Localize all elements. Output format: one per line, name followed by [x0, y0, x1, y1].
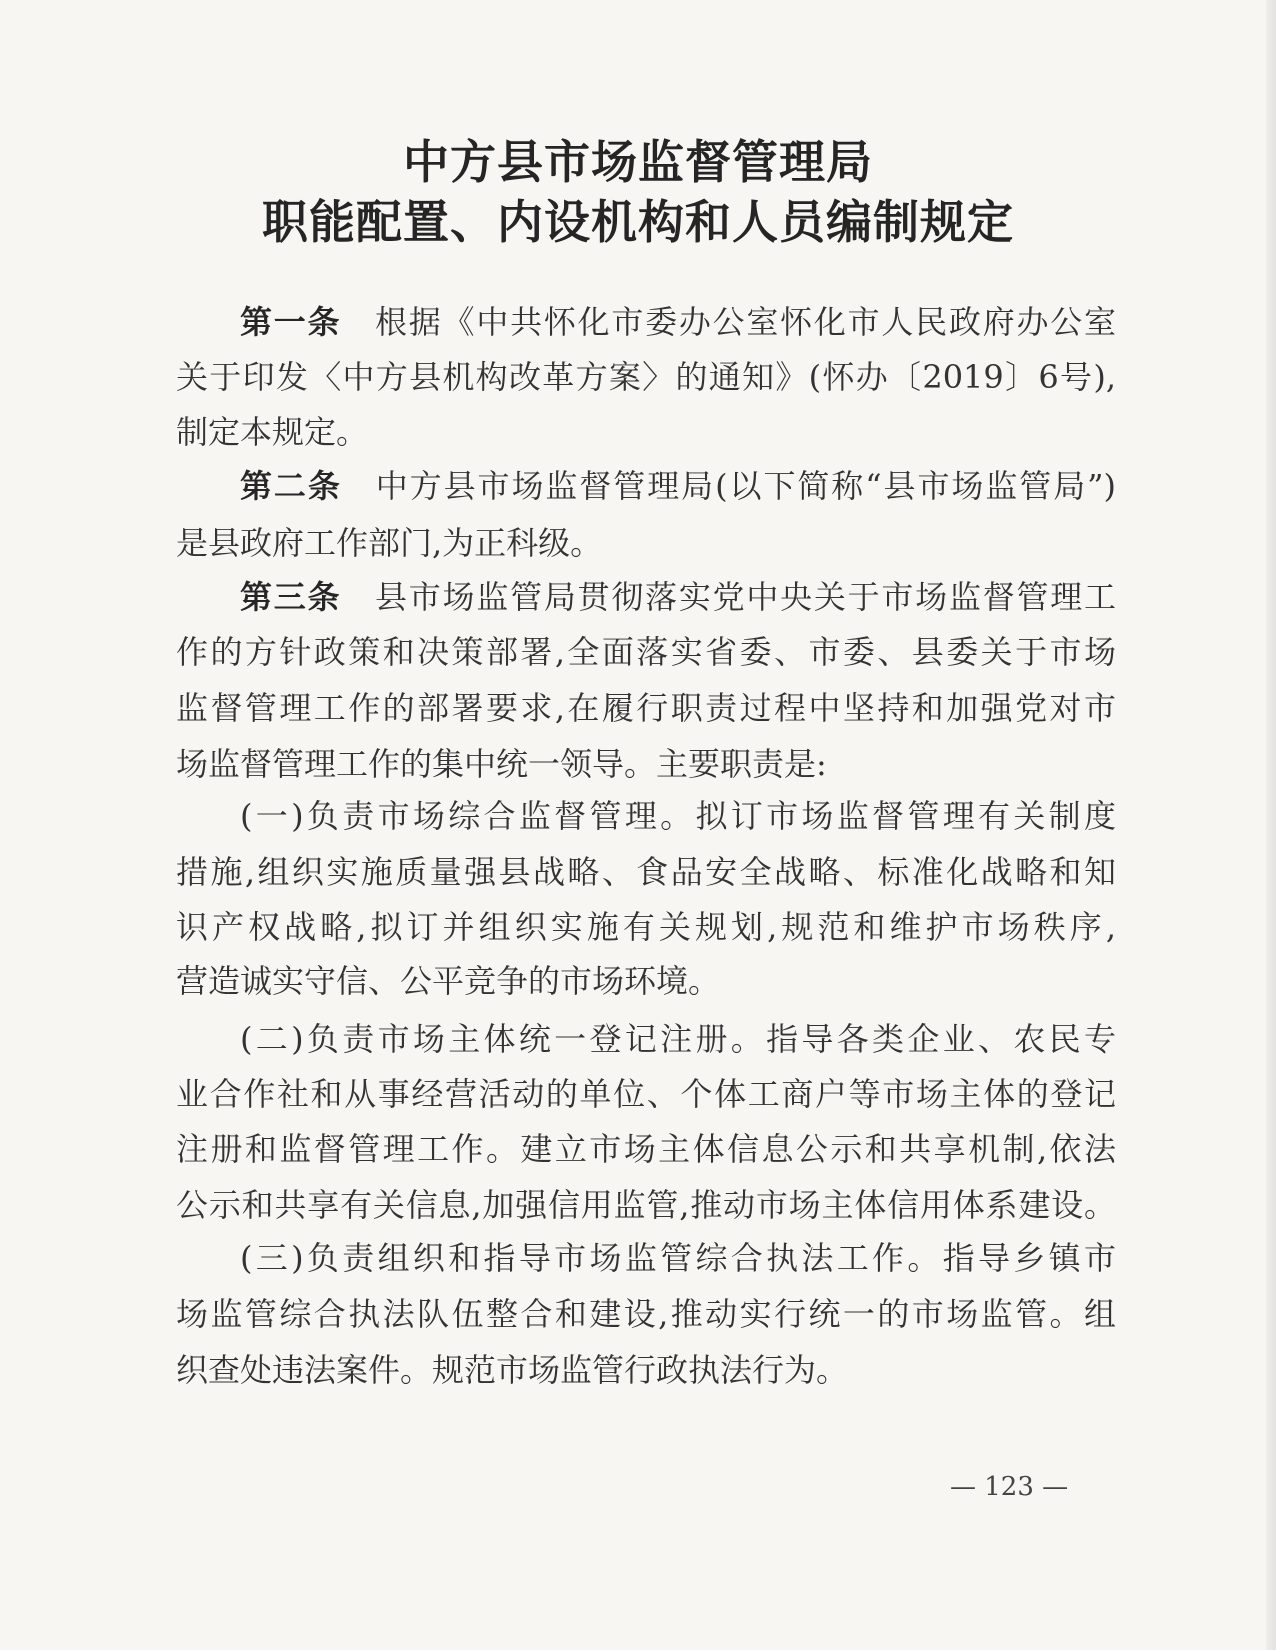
article3-line3: 监督管理工作的部署要求,在履行职责过程中坚持和加强党对市 — [176, 689, 1116, 727]
article1-heading: 第一条 — [240, 303, 342, 341]
item1-line3: 识产权战略,拟订并组织实施有关规划,规范和维护市场秩序, — [176, 908, 1116, 946]
article3-text: 县市场监管局贯彻落实党中央关于市场监督管理工 — [373, 578, 1116, 616]
article3-line1 — [240, 572, 1116, 618]
article1-text: 根据《中共怀化市委办公室怀化市人民政府办公室 — [373, 303, 1116, 341]
item3-line1: (三)负责组织和指导市场监管综合执法工作。指导乡镇市 — [240, 1239, 1116, 1277]
item2-line2: 业合作社和从事经营活动的单位、个体工商户等市场主体的登记 — [176, 1075, 1116, 1113]
article2-line1 — [240, 461, 1116, 507]
item3-line2: 场监管综合执法队伍整合和建设,推动实行统一的市场监管。组 — [176, 1295, 1116, 1333]
article2-heading: 第二条 — [240, 467, 342, 505]
document-title-line1: 中方县市场监督管理局 — [403, 135, 873, 189]
article3-line4: 场监督管理工作的集中统一领导。主要职责是: — [176, 745, 827, 783]
document-title-line2: 职能配置、内设机构和人员编制规定 — [262, 195, 1014, 249]
article1-line3: 制定本规定。 — [176, 413, 369, 451]
article2-text: 中方县市场监督管理局(以下简称“县市场监管局”) — [373, 467, 1116, 505]
item2-line1: (二)负责市场主体统一登记注册。指导各类企业、农民专 — [240, 1020, 1116, 1058]
item1-line1: (一)负责市场综合监督管理。拟订市场监督管理有关制度 — [240, 797, 1116, 835]
article3-heading: 第三条 — [240, 578, 342, 616]
item2-line4: 公示和共享有关信息,加强信用监管,推动市场主体信用体系建设。 — [176, 1186, 1116, 1224]
article1-line1 — [240, 297, 1116, 343]
item3-line3: 织查处违法案件。规范市场监管行政执法行为。 — [176, 1351, 849, 1389]
page-number: — 123 — — [950, 1472, 1069, 1502]
article3-line2: 作的方针政策和决策部署,全面落实省委、市委、县委关于市场 — [176, 633, 1116, 671]
article1-line2: 关于印发〈中方县机构改革方案〉的通知》(怀办〔2019〕6号), — [176, 358, 1116, 396]
article2-line2: 是县政府工作部门,为正科级。 — [176, 524, 603, 562]
item1-line4: 营造诚实守信、公平竞争的市场环境。 — [176, 962, 721, 1000]
item1-line2: 措施,组织实施质量强县战略、食品安全战略、标准化战略和知 — [176, 853, 1116, 891]
item2-line3: 注册和监督管理工作。建立市场主体信息公示和共享机制,依法 — [176, 1130, 1116, 1168]
